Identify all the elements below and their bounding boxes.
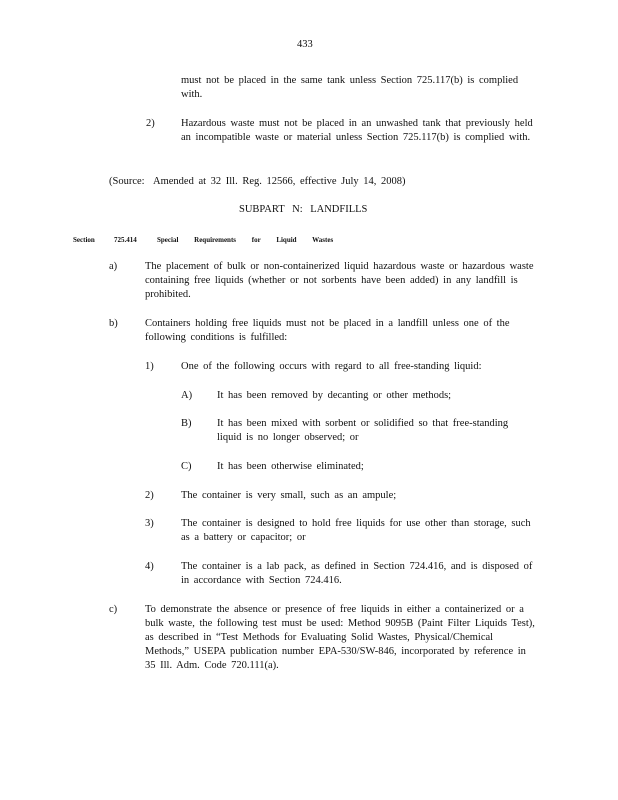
sub-item-a-label: A) (181, 390, 193, 401)
sub-item-a-text: It has been removed by decanting or other methods; (217, 390, 452, 401)
page-number: 433 (297, 39, 313, 50)
source-label: (Source: (109, 176, 145, 187)
para-b-label: b) (109, 318, 118, 329)
sub-item-b-label: B) (181, 418, 192, 429)
continued-item-text: must not be placed in the same tank unless Section 725.117(b) is complied with. (181, 75, 519, 100)
b-item-3-text: The container is designed to hold free liquids for use other than storage, such as a battery or capacitor; or (181, 518, 531, 543)
para-a-label: a) (109, 261, 118, 272)
b-item-3-label: 3) (145, 518, 154, 529)
b-item-2-text: The container is very small, such as an ampule; (181, 490, 397, 501)
para-a-text: The placement of bulk or non-containerized liquid hazardous waste or hazardous waste containing free liquids (whether or not sorbents have been added) in any landfill is prohibited. (145, 261, 534, 300)
para-b-text: Containers holding free liquids must not be placed in a landfill unless one of the following conditions is fulfilled: (145, 318, 510, 343)
sub-item-c-label: C) (181, 461, 192, 472)
para-c-text: To demonstrate the absence or presence of free liquids in either a containerized or a bulk waste, the following test must be used: Method 9095B (Paint Filter Liquids Test), as described in “Test Methods for Evaluating Solid Wastes, Physical/Chemical Methods,” USEPA publication number EPA-530/SW-846, incorporated by reference in 35 Ill. Adm. Code 720.111(a). (145, 604, 535, 671)
item-2-text: Hazardous waste must not be placed in an unwashed tank that previously held an incompatible waste or material unless Section 725.117(b) is complied with. (181, 118, 533, 143)
section-title: Special Requirements for Liquid Wastes (157, 236, 334, 244)
item-2-label: 2) (146, 118, 155, 129)
b-item-2-label: 2) (145, 490, 154, 501)
sub-item-b-text: It has been mixed with sorbent or solidified so that free-standing liquid is no longer observed; or (217, 418, 509, 443)
sub-item-c-text: It has been otherwise eliminated; (217, 461, 364, 472)
b-item-4-text: The container is a lab pack, as defined in Section 724.416, and is disposed of in accordance with Section 724.416. (181, 561, 533, 586)
source-text: Amended at 32 Ill. Reg. 12566, effective July 14, 2008) (153, 176, 406, 187)
b-item-1-text: One of the following occurs with regard to all free-standing liquid: (181, 361, 482, 372)
section-word: Section (73, 236, 95, 244)
section-number: 725.414 (114, 236, 137, 244)
para-c-label: c) (109, 604, 118, 615)
b-item-4-label: 4) (145, 561, 154, 572)
b-item-1-label: 1) (145, 361, 154, 372)
subpart-heading: SUBPART N: LANDFILLS (239, 204, 368, 215)
